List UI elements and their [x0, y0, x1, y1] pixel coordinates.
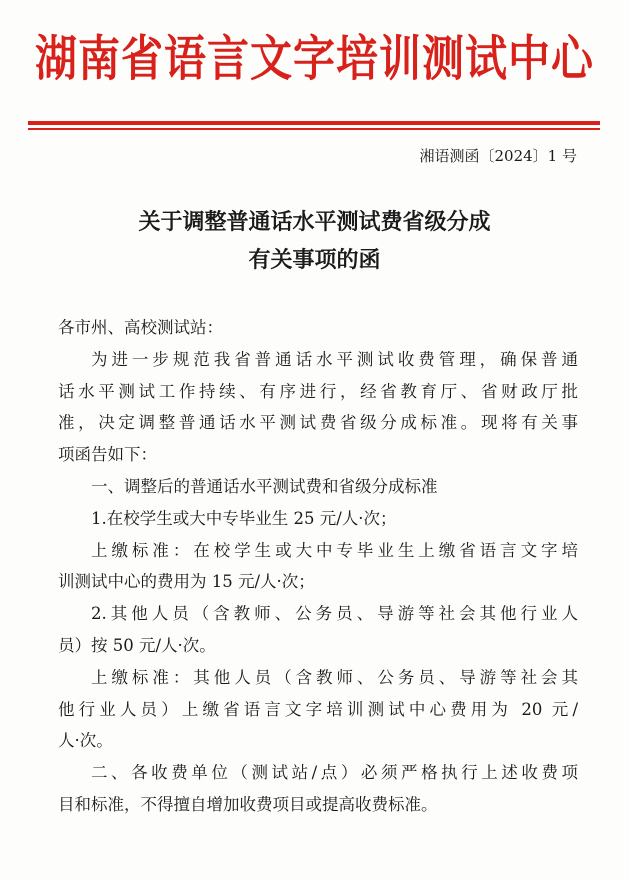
section-heading-2: 二、各收费单位（测试站/点）必须严格执行上述收费项: [91, 763, 578, 783]
letterhead-rule-thin: [28, 128, 600, 130]
body-line: 2.其他人员（含教师、公务员、导游等社会其他行业人: [91, 604, 578, 624]
letterhead-rule-thick: [28, 121, 600, 125]
body-line: 上缴标准：在校学生或大中专毕业生上缴省语言文字培: [91, 540, 578, 560]
document-title-line-1: 关于调整普通话水平测试费省级分成: [138, 209, 491, 235]
body-line: 准，决定调整普通话水平测试费省级分成标准。现将有关事: [58, 413, 578, 433]
body-line: 目和标准，不得擅自增加收费项目或提高收费标准。: [58, 794, 438, 814]
body-line: 员）按 50 元/人·次。: [58, 635, 216, 655]
document-number: 湘语测函〔2024〕1 号: [419, 147, 577, 165]
section-heading-1: 一、调整后的普通话水平测试费和省级分成标准: [91, 476, 438, 496]
body-line: 为进一步规范我省普通话水平测试收费管理，确保普通: [91, 349, 578, 369]
body-line: 他行业人员）上缴省语言文字培训测试中心费用为 20 元/: [58, 699, 578, 719]
letterhead-title: 湖南省语言文字培训测试中心: [34, 30, 594, 87]
body-line: 1.在校学生或大中专毕业生 25 元/人·次；: [91, 508, 397, 528]
salutation: 各市州、高校测试站：: [58, 318, 223, 337]
document-body: [58, 312, 578, 821]
body-line: 项函告如下：: [58, 445, 157, 465]
body-line: 训测试中心的费用为 15 元/人·次；: [58, 572, 315, 592]
body-line: 上缴标准：其他人员（含教师、公务员、导游等社会其: [91, 667, 578, 687]
body-line: 人·次。: [58, 731, 113, 751]
document-title-line-2: 有关事项的函: [248, 247, 381, 273]
body-line: 话水平测试工作持续、有序进行，经省教育厅、省财政厅批: [58, 381, 578, 401]
